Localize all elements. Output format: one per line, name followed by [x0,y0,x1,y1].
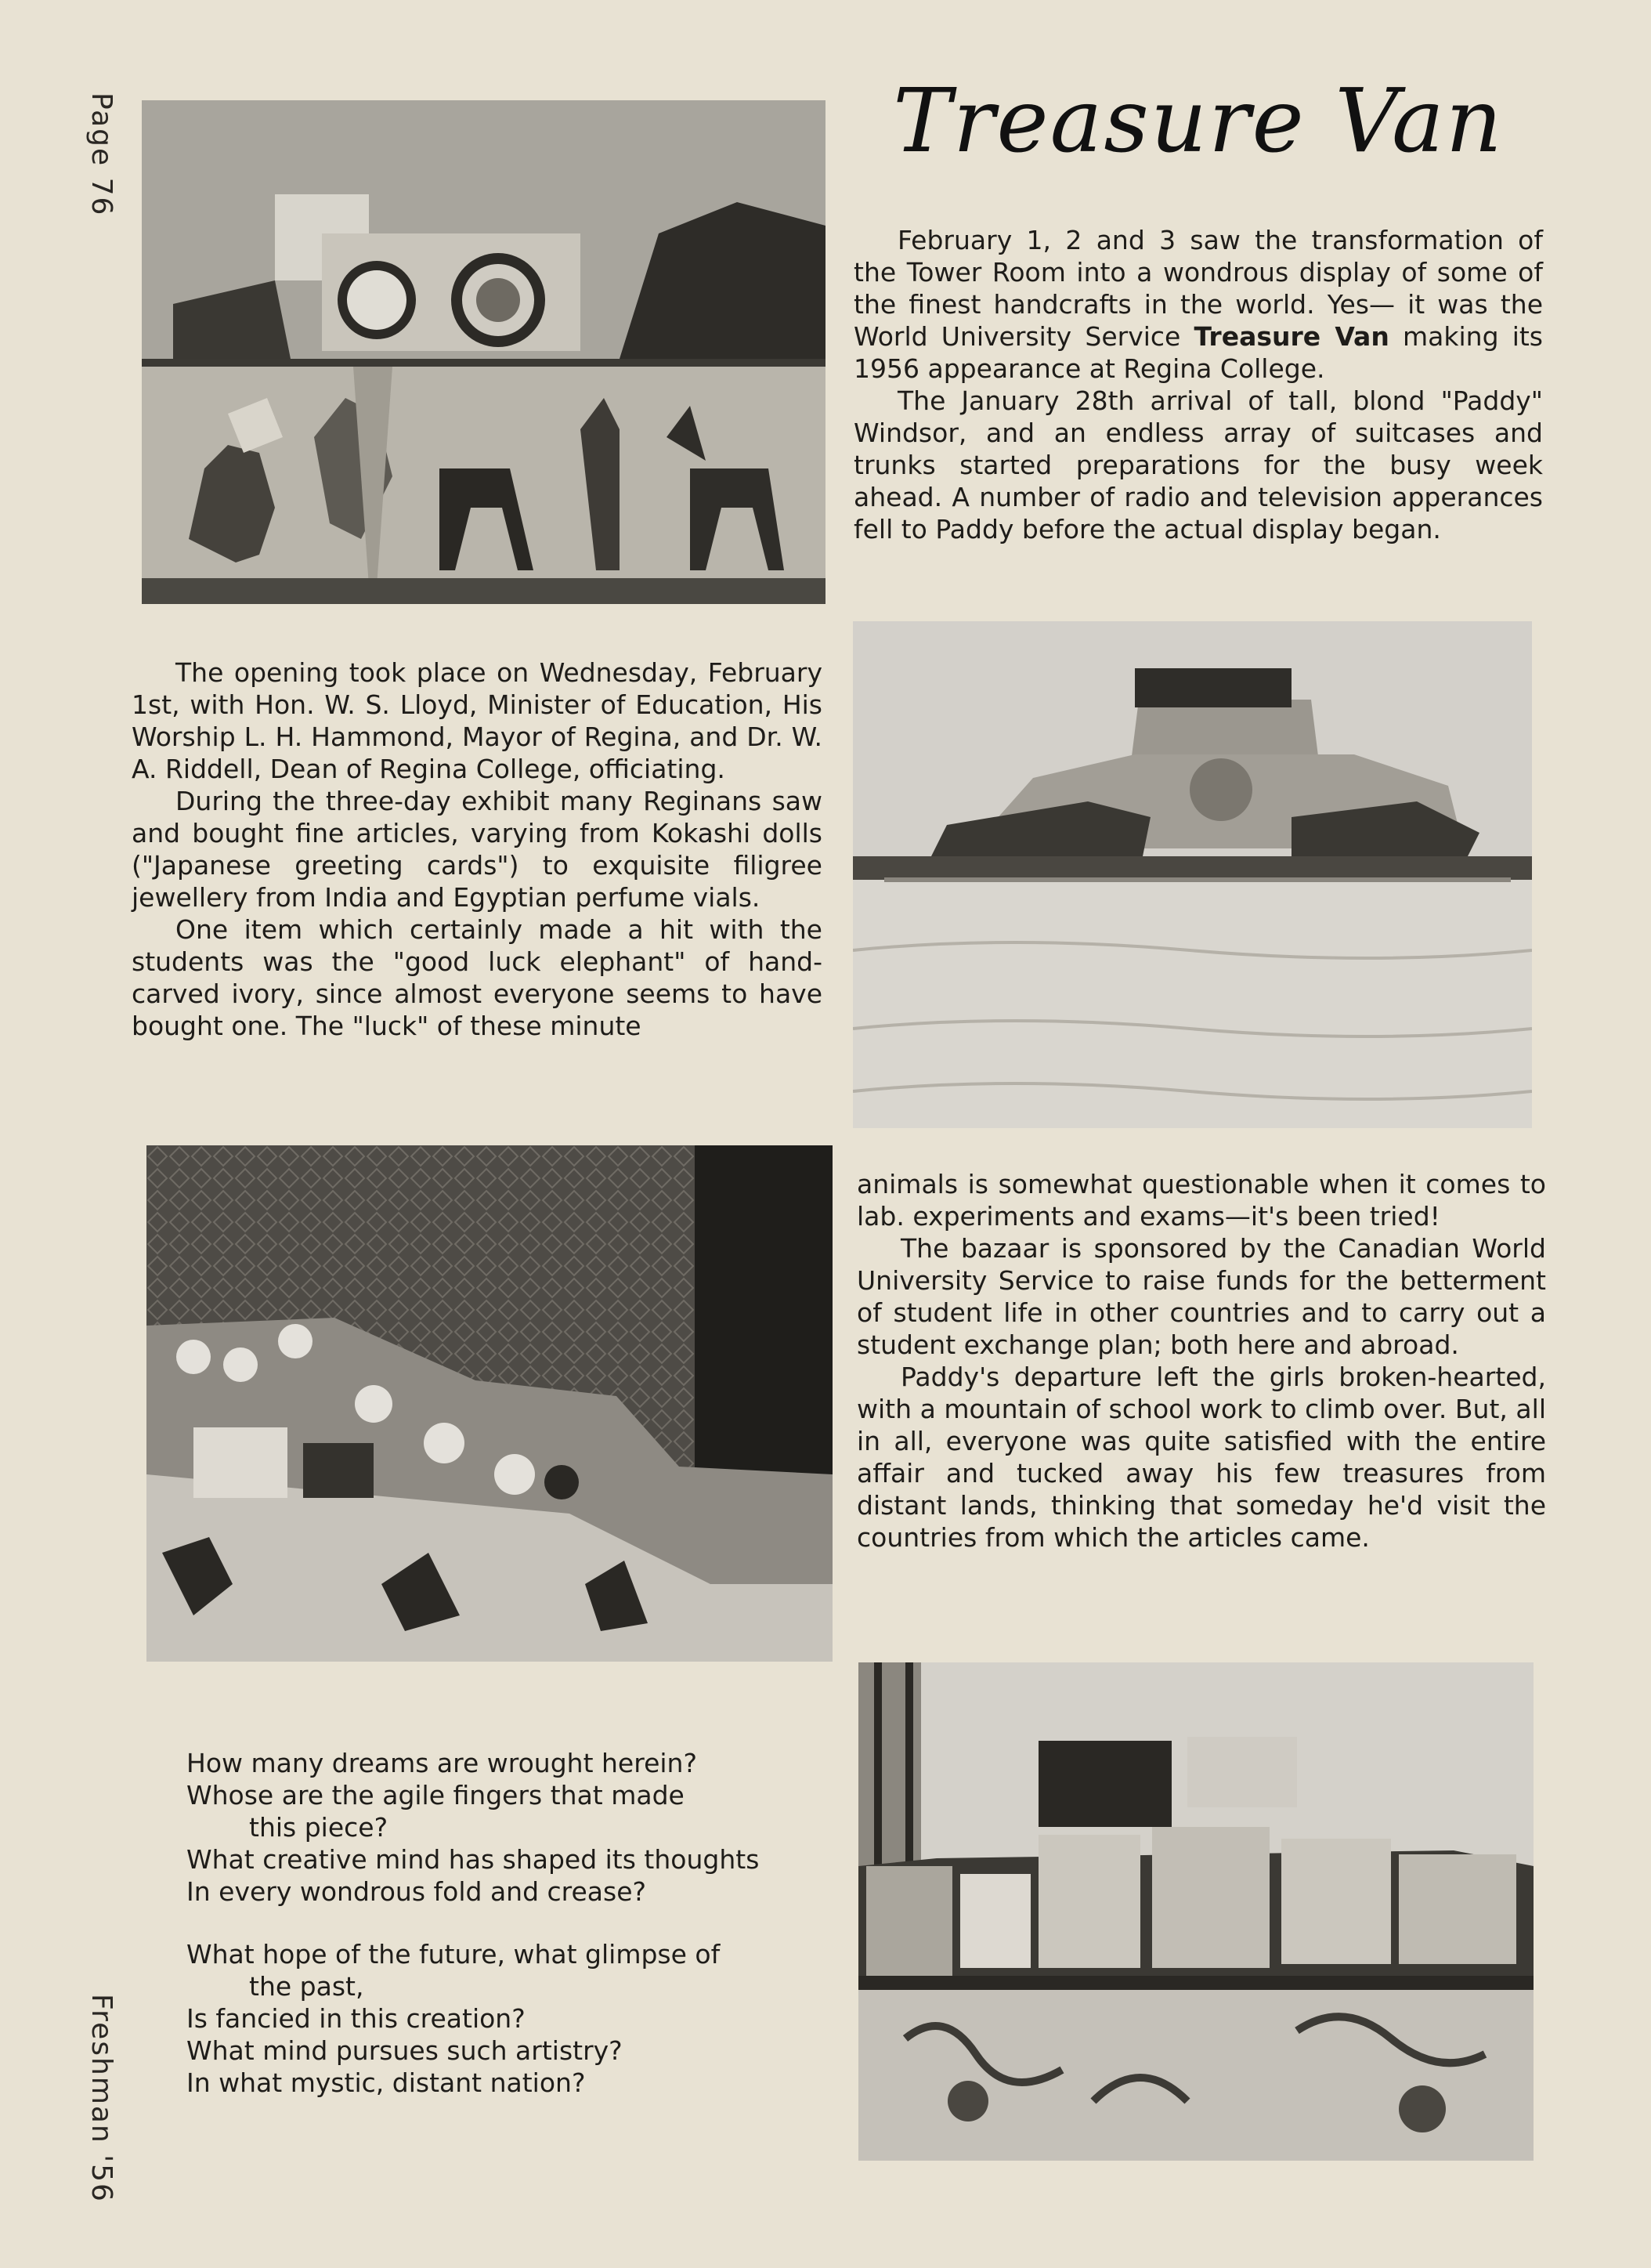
departure-paragraph: Paddy's departure left the girls broken-hearted, with a mountain of school work to climb over. But, all in all, everyone was quite satisfied with the entire affair and tucked away his few treasures from distant lands, thinking that someday he'd visit the countries from which the articles came. [857,1362,1546,1553]
exhibit-paragraph: During the three-day exhibit many Reginans saw and bought fine articles, varying from Kokashi dolls ("Japanese greeting cards") to exquisite filigree jewellery from India and Egyptian perfume vials. [132,786,822,913]
poem-line: In what mystic, distant nation? [186,2067,586,2098]
photo-metalware-display [853,621,1532,1128]
poem-line: What creative mind has shaped its thoughts [186,1844,760,1875]
luck-paragraph: animals is somewhat questionable when it comes to lab. experiments and exams—it's been tried! [857,1169,1546,1232]
page-number-label: Page 76 [85,92,117,217]
article-intro-column [854,224,1543,545]
photo-painted-display [142,100,826,604]
poem-line-continuation: the past, [249,1971,364,2002]
article-right-column [857,1168,1546,1554]
poem-line-continuation: this piece? [249,1812,388,1843]
poem-line: How many dreams are wrought herein? [186,1748,697,1778]
opening-paragraph: The opening took place on Wednesday, February 1st, with Hon. W. S. Lloyd, Minister of Education, His Worship L. H. Hammond, Mayor of Regina, and Dr. W. A. Riddell, Dean of Regina College, officiating. [132,657,822,784]
elephant-paragraph: One item which certainly made a hit with the students was the "good luck elephant" of hand-carved ivory, since almost everyone seems to have bought one. The "luck" of these minute [132,914,822,1041]
arrival-paragraph: The January 28th arrival of tall, blond "Paddy" Windsor, and an endless array of suitcases and trunks started preparations for the busy week ahead. A number of radio and television apperances fell to Paddy before the actual display began. [854,385,1543,544]
poem-line: What mind pursues such artistry? [186,2035,623,2066]
poem-line: What hope of the future, what glimpse of [186,1939,721,1970]
intro-text-b: making its 1956 appearance at Regina College. [854,321,1543,384]
intro-text-a: February 1, 2 and 3 saw the transformation of the Tower Room into a wondrous display of some of the finest handcrafts in the world. Yes— it was the World University Service [854,225,1543,352]
poem-line: Whose are the agile fingers that made [186,1780,685,1810]
article-middle-column [132,657,822,1042]
photo-dolls-display [146,1145,833,1662]
intro-paragraph [854,224,1543,385]
intro-text-bold: Treasure Van [1194,321,1389,352]
yearbook-footer-label: Freshman '56 [85,1994,117,2203]
bazaar-paragraph: The bazaar is sponsored by the Canadian World University Service to raise funds for the betterment of student life in other countries and to carry out a student exchange plan; both here and abroad. [857,1233,1546,1360]
article-title: Treasure Van [893,71,1504,172]
poem-stanza-1 [186,1747,844,1908]
poem-line: In every wondrous fold and crease? [186,1876,647,1907]
poem-line: Is fancied in this creation? [186,2003,526,2034]
poem-stanza-2 [186,1938,844,2099]
photo-boxes-display [858,1662,1534,2161]
